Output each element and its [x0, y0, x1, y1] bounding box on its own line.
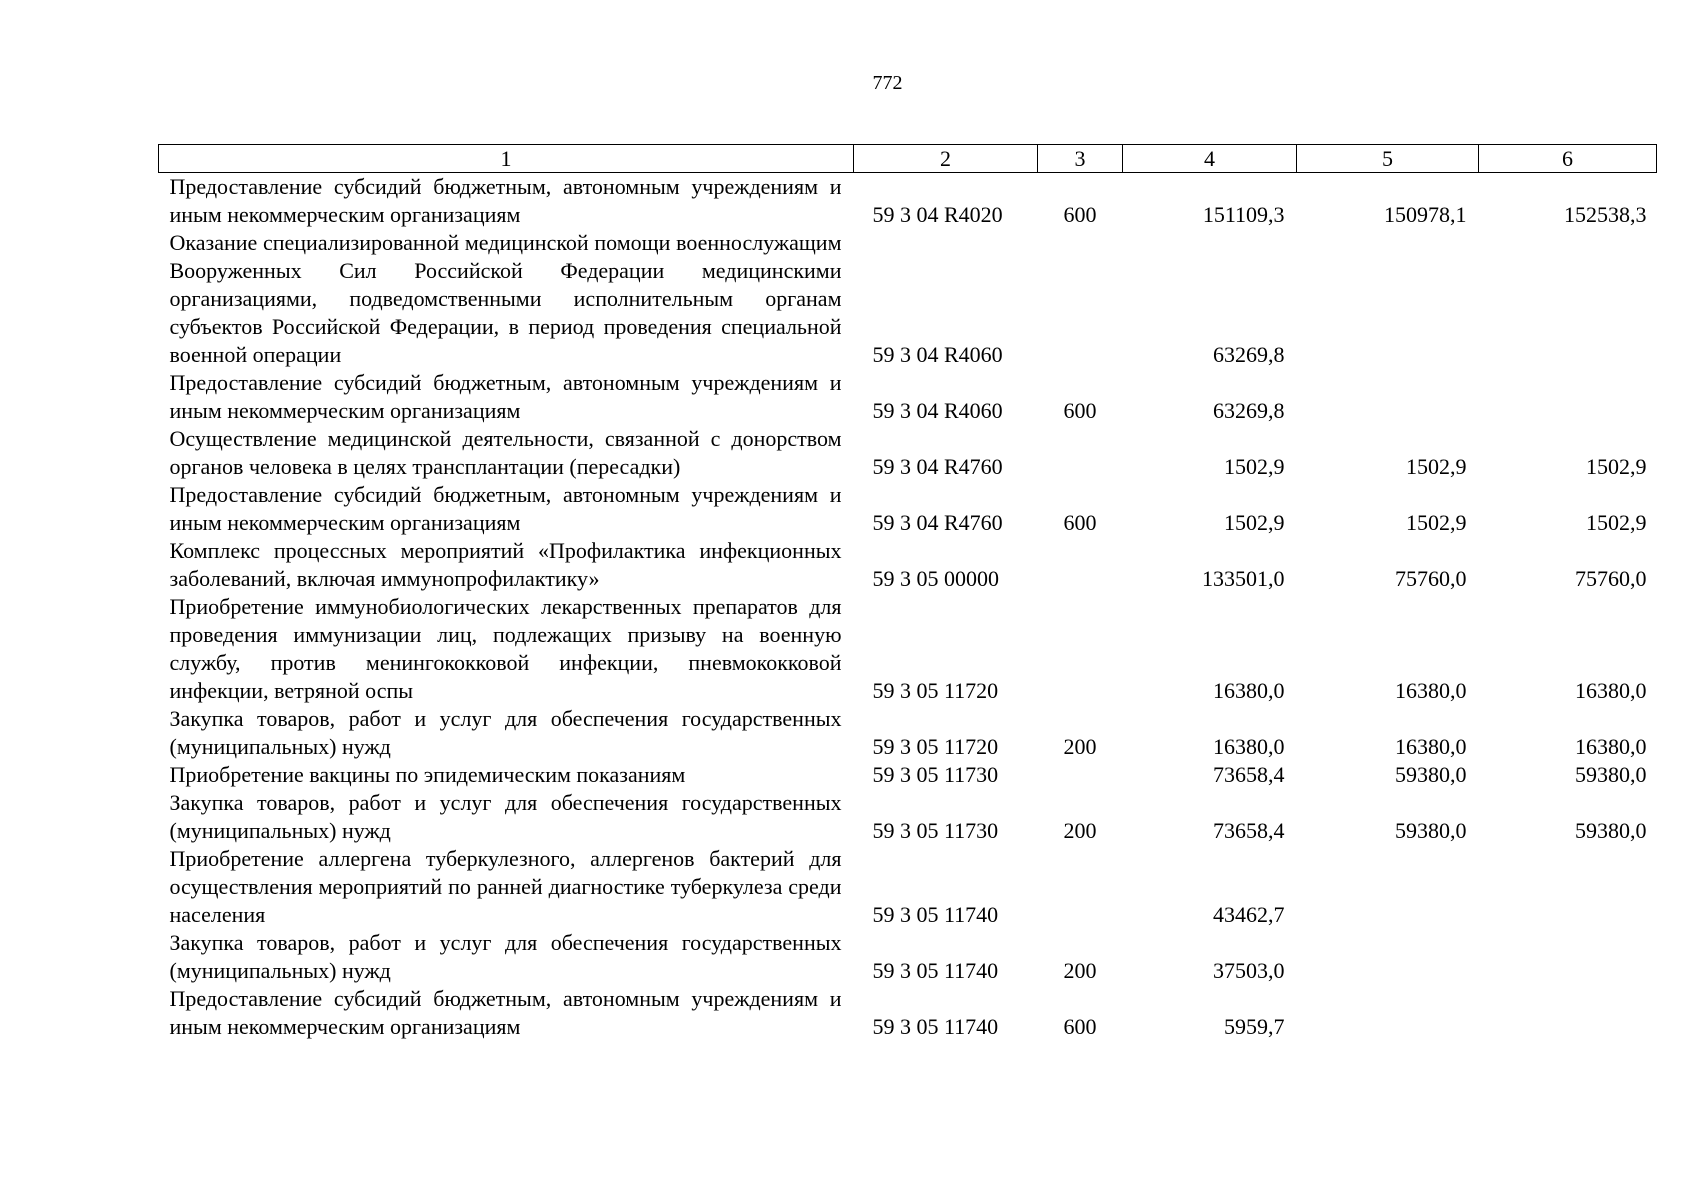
column-header-4: 4 — [1123, 145, 1297, 173]
row-amount-year-3: 59380,0 — [1575, 818, 1647, 843]
row-amount-year-1: 5959,7 — [1224, 1014, 1285, 1039]
row-budget-code: 59 3 04 R4760 — [872, 510, 1003, 535]
row-expense-type — [1038, 537, 1123, 593]
row-amount-year-3 — [1479, 929, 1657, 985]
row-budget-code: 59 3 05 11740 — [872, 958, 999, 983]
row-description: Закупка товаров, работ и услуг для обеспечения государственных (муниципальных) нужд — [169, 930, 842, 983]
table-row — [159, 229, 1657, 369]
row-description: Закупка товаров, работ и услуг для обеспечения государственных (муниципальных) нужд — [169, 790, 842, 843]
row-amount-year-3: 16380,0 — [1575, 734, 1647, 759]
row-amount-year-2: 16380,0 — [1395, 678, 1467, 703]
budget-table — [158, 144, 1657, 1041]
table-row — [159, 929, 1657, 985]
row-budget-code: 59 3 05 11720 — [872, 734, 999, 759]
row-amount-year-3: 75760,0 — [1575, 566, 1647, 591]
row-amount-year-1: 63269,8 — [1213, 398, 1285, 423]
row-budget-code: 59 3 05 11720 — [872, 678, 999, 703]
table-body — [159, 173, 1657, 1042]
column-header-6: 6 — [1479, 145, 1657, 173]
table-row — [159, 593, 1657, 705]
row-amount-year-3: 1502,9 — [1586, 510, 1647, 535]
row-description: Приобретение иммунобиологических лекарственных препаратов для проведения иммунизации лиц, подлежащих призыву на военную службу, против менингококковой инфекции, пневмококковой инфекции, ветряной оспы — [169, 594, 842, 703]
row-description: Оказание специализированной медицинской помощи военнослужащим Вооруженных Сил Российской Федерации медицинскими организациями, подведомственными исполнительным органам субъектов Российской Федерации, в период проведения специальной военной операции — [169, 230, 842, 367]
row-expense-type: 600 — [1063, 1014, 1097, 1039]
row-budget-code: 59 3 05 11730 — [872, 818, 999, 843]
row-amount-year-1: 37503,0 — [1213, 958, 1285, 983]
row-expense-type — [1038, 425, 1123, 481]
row-amount-year-2 — [1297, 845, 1479, 929]
table-row — [159, 481, 1657, 537]
column-number-header — [159, 145, 1657, 173]
row-amount-year-2: 16380,0 — [1395, 734, 1467, 759]
row-amount-year-3: 16380,0 — [1575, 678, 1647, 703]
column-header-5: 5 — [1297, 145, 1479, 173]
row-description: Предоставление субсидий бюджетным, автономным учреждениям и иным некоммерческим организациям — [169, 482, 842, 535]
row-amount-year-3: 1502,9 — [1586, 454, 1647, 479]
row-amount-year-2 — [1297, 229, 1479, 369]
row-expense-type — [1038, 229, 1123, 369]
row-budget-code: 59 3 04 R4020 — [872, 202, 1003, 227]
table-row — [159, 845, 1657, 929]
column-header-2: 2 — [854, 145, 1038, 173]
row-amount-year-1: 73658,4 — [1213, 762, 1285, 787]
row-expense-type: 200 — [1063, 734, 1097, 759]
column-header-1: 1 — [159, 145, 854, 173]
table-row — [159, 425, 1657, 481]
row-amount-year-2: 1502,9 — [1406, 454, 1467, 479]
table-row — [159, 537, 1657, 593]
row-description: Предоставление субсидий бюджетным, автономным учреждениям и иным некоммерческим организациям — [169, 370, 842, 423]
row-budget-code: 59 3 05 00000 — [872, 566, 999, 591]
row-amount-year-2 — [1297, 929, 1479, 985]
row-expense-type: 600 — [1063, 510, 1097, 535]
row-expense-type: 600 — [1063, 202, 1097, 227]
row-expense-type — [1038, 593, 1123, 705]
row-amount-year-3: 152538,3 — [1564, 202, 1647, 227]
table-row — [159, 761, 1657, 789]
table-row — [159, 985, 1657, 1041]
table-row — [159, 789, 1657, 845]
row-budget-code: 59 3 04 R4060 — [872, 342, 1003, 367]
table-row — [159, 173, 1657, 230]
row-amount-year-2: 59380,0 — [1395, 762, 1467, 787]
row-amount-year-2: 75760,0 — [1395, 566, 1467, 591]
row-amount-year-2: 1502,9 — [1406, 510, 1467, 535]
row-amount-year-2: 59380,0 — [1395, 818, 1467, 843]
row-budget-code: 59 3 04 R4760 — [872, 454, 1003, 479]
row-budget-code: 59 3 05 11740 — [872, 1014, 999, 1039]
row-expense-type: 600 — [1063, 398, 1097, 423]
row-description: Закупка товаров, работ и услуг для обеспечения государственных (муниципальных) нужд — [169, 706, 842, 759]
table-row — [159, 705, 1657, 761]
row-budget-code: 59 3 05 11730 — [872, 762, 999, 787]
row-amount-year-3 — [1479, 985, 1657, 1041]
row-budget-code: 59 3 05 11740 — [872, 902, 999, 927]
row-expense-type: 200 — [1063, 818, 1097, 843]
row-description: Приобретение вакцины по эпидемическим показаниям — [169, 762, 686, 787]
row-description: Приобретение аллергена туберкулезного, аллергенов бактерий для осуществления мероприятий по ранней диагностике туберкулеза среди населения — [169, 846, 842, 927]
row-expense-type: 200 — [1063, 958, 1097, 983]
row-amount-year-3 — [1479, 229, 1657, 369]
row-amount-year-1: 16380,0 — [1213, 678, 1285, 703]
row-amount-year-1: 63269,8 — [1213, 342, 1285, 367]
page-number: 772 — [872, 72, 903, 94]
row-amount-year-1: 1502,9 — [1224, 510, 1285, 535]
row-amount-year-3: 59380,0 — [1575, 762, 1647, 787]
row-amount-year-2 — [1297, 369, 1479, 425]
row-expense-type — [1038, 761, 1123, 789]
row-expense-type — [1038, 845, 1123, 929]
row-description: Осуществление медицинской деятельности, связанной с донорством органов человека в целях трансплантации (пересадки) — [169, 426, 842, 479]
row-amount-year-3 — [1479, 369, 1657, 425]
row-amount-year-2 — [1297, 985, 1479, 1041]
row-amount-year-1: 16380,0 — [1213, 734, 1285, 759]
row-amount-year-1: 151109,3 — [1202, 202, 1285, 227]
row-amount-year-1: 73658,4 — [1213, 818, 1285, 843]
row-description: Предоставление субсидий бюджетным, автономным учреждениям и иным некоммерческим организациям — [169, 174, 842, 227]
table-row — [159, 369, 1657, 425]
row-amount-year-1: 1502,9 — [1224, 454, 1285, 479]
row-amount-year-1: 133501,0 — [1202, 566, 1285, 591]
row-amount-year-1: 43462,7 — [1213, 902, 1285, 927]
row-description: Комплекс процессных мероприятий «Профилактика инфекционных заболеваний, включая иммунопрофилактику» — [169, 538, 842, 591]
row-description: Предоставление субсидий бюджетным, автономным учреждениям и иным некоммерческим организациям — [169, 986, 842, 1039]
row-budget-code: 59 3 04 R4060 — [872, 398, 1003, 423]
row-amount-year-2: 150978,1 — [1384, 202, 1467, 227]
column-header-3: 3 — [1038, 145, 1123, 173]
row-amount-year-3 — [1479, 845, 1657, 929]
